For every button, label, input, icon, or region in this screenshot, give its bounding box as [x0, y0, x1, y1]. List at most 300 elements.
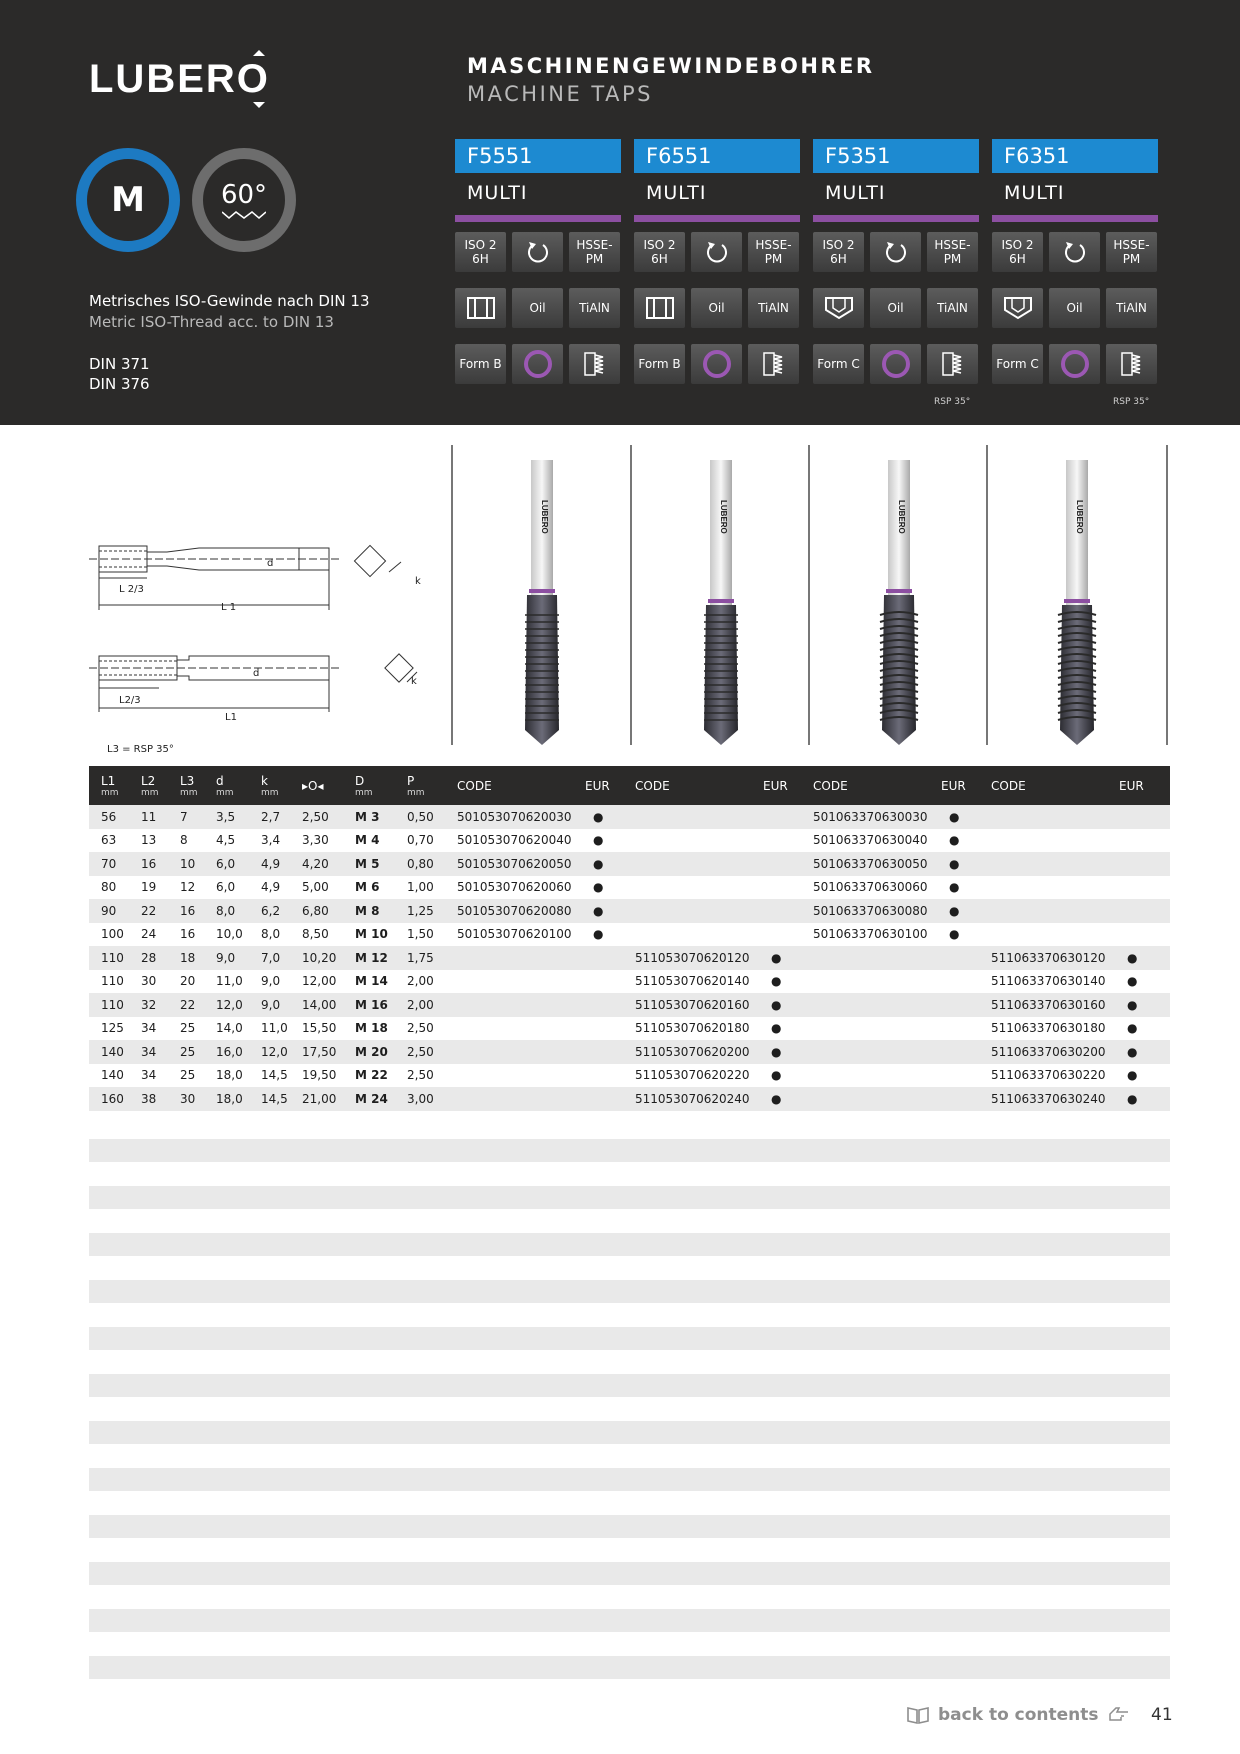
table-cell: 20	[180, 974, 196, 989]
table-cell: 63	[101, 833, 117, 848]
dim-k-label: k	[415, 576, 421, 587]
tolerance-icon: ISO 2 6H	[634, 232, 685, 272]
material-icon: HSSE- PM	[569, 232, 620, 272]
header-label: EUR	[941, 778, 966, 793]
table-cell: 501063370630060	[813, 880, 928, 895]
table-cell: ●	[1107, 1087, 1170, 1111]
product-code: F5551	[455, 139, 621, 173]
thread-desc-en: Metric ISO-Thread acc. to DIN 13	[89, 313, 334, 331]
table-row	[89, 923, 1170, 947]
table-cell: 10,0	[216, 927, 243, 942]
table-cell	[801, 1017, 929, 1041]
table-cell: 14,5	[249, 1087, 290, 1111]
table-cell: 2,50	[290, 805, 343, 829]
table-cell: 10	[168, 852, 204, 876]
rotation-icon	[691, 232, 742, 272]
table-cell: 140	[101, 1068, 124, 1083]
table-header-cell	[343, 766, 395, 805]
property-icons	[813, 232, 979, 384]
ring-icon	[1049, 344, 1100, 384]
header-label: D	[355, 773, 365, 788]
product-type: MULTI	[825, 182, 886, 204]
dim-l1-label: L 1	[221, 602, 237, 613]
table-cell: 6,0	[204, 852, 249, 876]
header-unit: mm	[407, 787, 425, 798]
table-cell: 4,9	[261, 880, 281, 895]
table-cell: 22	[129, 899, 168, 923]
header-label: L1	[101, 773, 116, 788]
table-header-cell	[751, 766, 801, 805]
table-header-cell	[395, 766, 445, 805]
product-code: F5351	[813, 139, 979, 173]
coating-icon: TiAlN	[748, 288, 799, 328]
table-cell: 19	[141, 880, 157, 895]
table-cell: 18	[168, 946, 204, 970]
empty-table-row	[89, 1468, 1170, 1491]
table-header-cell	[573, 766, 623, 805]
table-cell	[801, 993, 929, 1017]
product-type: MULTI	[1004, 182, 1065, 204]
table-row	[89, 993, 1170, 1017]
table-cell: 4,20	[290, 852, 343, 876]
l3-note: L3 = RSP 35°	[107, 744, 174, 755]
ring-icon	[512, 344, 563, 384]
table-cell: 140	[89, 1040, 129, 1064]
table-row	[89, 1064, 1170, 1088]
material-icon: HSSE- PM	[927, 232, 978, 272]
table-cell: 6,80	[290, 899, 343, 923]
table-cell: 0,70	[407, 833, 434, 848]
table-cell: 501053070620080	[445, 899, 573, 923]
table-cell: 2,50	[407, 1068, 434, 1083]
table-cell: 10,20	[290, 946, 343, 970]
coating-icon: TiAlN	[1106, 288, 1157, 328]
table-cell: 30	[168, 1087, 204, 1111]
table-header-cell	[204, 766, 249, 805]
header-label: EUR	[585, 778, 610, 793]
table-cell: 28	[129, 946, 168, 970]
table-cell: 2,50	[395, 1040, 445, 1064]
table-cell: ●	[593, 927, 604, 942]
table-cell	[929, 1087, 979, 1111]
table-cell: 8	[180, 833, 188, 848]
table-cell	[623, 876, 751, 900]
header-label: CODE	[457, 778, 492, 793]
table-cell: ●	[1107, 993, 1170, 1017]
lubricant-icon: Oil	[512, 288, 563, 328]
table-cell: ●	[751, 993, 801, 1017]
table-cell: 3,30	[302, 833, 329, 848]
table-cell: ●	[751, 1087, 801, 1111]
table-cell	[929, 946, 979, 970]
header-label: L3	[180, 773, 195, 788]
table-cell: ●	[929, 899, 979, 923]
product-column	[455, 139, 621, 384]
table-cell	[623, 899, 751, 923]
table-cell: 13	[141, 833, 157, 848]
thread-size-cell: M 14	[355, 974, 388, 989]
table-cell	[1107, 852, 1170, 876]
table-header-row	[89, 766, 1170, 805]
tool-brand-label: LUBERO	[897, 500, 906, 534]
table-cell: 9,0	[249, 993, 290, 1017]
property-icons	[455, 232, 621, 384]
empty-table-row	[89, 1609, 1170, 1632]
empty-table-row	[89, 1327, 1170, 1350]
table-cell: 4,5	[216, 833, 236, 848]
rotation-icon	[1049, 232, 1100, 272]
table-cell: 34	[129, 1040, 168, 1064]
table-cell: 501053070620040	[457, 833, 572, 848]
product-code: F6351	[992, 139, 1158, 173]
table-header-cell	[290, 766, 343, 805]
header-label: CODE	[635, 778, 670, 793]
table-cell: 0,50	[395, 805, 445, 829]
page-title-en: MACHINE TAPS	[467, 82, 653, 106]
table-cell: 32	[129, 993, 168, 1017]
table-cell	[573, 1040, 623, 1064]
dim-l23b-label: L2/3	[119, 695, 141, 706]
table-cell: ●	[929, 852, 979, 876]
table-cell: ●	[1127, 1021, 1138, 1036]
table-cell: 25	[180, 1021, 196, 1036]
pointing-hand-icon	[1107, 1706, 1129, 1724]
table-cell	[801, 1064, 929, 1088]
table-cell: 70	[89, 852, 129, 876]
tool-image	[451, 445, 631, 745]
table-cell	[1107, 876, 1170, 900]
table-cell: 1,25	[395, 899, 445, 923]
table-row	[89, 1087, 1170, 1111]
table-cell	[929, 970, 979, 994]
thread-icon	[1106, 344, 1157, 384]
table-cell: 30	[141, 974, 157, 989]
table-cell: 501053070620050	[445, 852, 573, 876]
thread-size-cell: M 6	[355, 880, 380, 895]
table-cell	[623, 829, 751, 853]
table-cell	[445, 993, 573, 1017]
material-icon: HSSE- PM	[748, 232, 799, 272]
tool-brand-label: LUBERO	[719, 500, 728, 534]
header-unit: mm	[101, 787, 119, 798]
table-cell: 511063370630120	[979, 946, 1107, 970]
table-header-cell	[89, 766, 129, 805]
table-cell: 511063370630240	[979, 1087, 1107, 1111]
purple-bar	[634, 215, 800, 222]
table-cell: 11,0	[216, 974, 243, 989]
table-cell	[979, 899, 1107, 923]
tool-image	[986, 445, 1168, 745]
table-cell: 1,75	[395, 946, 445, 970]
table-cell: ●	[1127, 1068, 1138, 1083]
thread-size-cell: M 4	[355, 833, 380, 848]
form-label-icon: Form B	[634, 344, 685, 384]
header-unit: mm	[261, 787, 279, 798]
table-cell: 7,0	[249, 946, 290, 970]
thread-size-cell: M 18	[355, 1021, 388, 1036]
table-cell: 511063370630160	[979, 993, 1107, 1017]
table-cell: 125	[101, 1021, 124, 1036]
back-to-contents-link[interactable]	[906, 1705, 1129, 1725]
table-header-cell	[168, 766, 204, 805]
table-cell	[929, 1064, 979, 1088]
table-cell: 2,00	[407, 974, 434, 989]
table-cell: ●	[751, 1040, 801, 1064]
product-column	[813, 139, 979, 407]
header-unit: mm	[355, 787, 373, 798]
table-header-cell	[129, 766, 168, 805]
table-cell: 4,9	[249, 852, 290, 876]
header-unit: mm	[180, 787, 198, 798]
table-cell	[751, 852, 801, 876]
table-cell	[573, 946, 623, 970]
header-label: d	[216, 773, 224, 788]
table-cell	[979, 805, 1107, 829]
rsp-note: RSP 35°	[1113, 397, 1150, 407]
technical-diagram	[89, 530, 449, 760]
brand-logo	[89, 50, 289, 110]
table-cell: ●	[949, 880, 960, 895]
table-row	[89, 899, 1170, 923]
dim-d2-label: d	[253, 668, 260, 679]
table-cell: ●	[949, 927, 960, 942]
table-cell: 501053070620060	[457, 880, 572, 895]
table-cell: ●	[573, 852, 623, 876]
table-cell: ●	[771, 1021, 782, 1036]
table-cell	[929, 1017, 979, 1041]
table-cell: 511053070620160	[623, 993, 751, 1017]
table-header-cell	[249, 766, 290, 805]
tool-brand-label: LUBERO	[540, 500, 549, 534]
table-cell: 511053070620140	[635, 974, 750, 989]
table-cell: 6,2	[249, 899, 290, 923]
product-column	[992, 139, 1158, 407]
header-unit: mm	[216, 787, 234, 798]
table-cell: 12,0	[249, 1040, 290, 1064]
standard-din-376: DIN 376	[89, 375, 150, 393]
table-cell: ●	[751, 946, 801, 970]
header-label: k	[261, 773, 268, 788]
table-cell	[1107, 923, 1170, 947]
back-to-contents-label: back to contents	[938, 1705, 1099, 1725]
tool-brand-label: LUBERO	[1075, 500, 1084, 534]
table-cell: 12	[180, 880, 196, 895]
table-header-cell	[623, 766, 751, 805]
header-label: CODE	[813, 778, 848, 793]
table-cell: 15,50	[302, 1021, 337, 1036]
empty-table-row	[89, 1374, 1170, 1397]
table-cell: 511063370630180	[991, 1021, 1106, 1036]
empty-table-row	[89, 1186, 1170, 1209]
table-cell: 501063370630030	[801, 805, 929, 829]
brand-name: LUBERO	[89, 57, 270, 101]
table-cell: 511053070620120	[623, 946, 751, 970]
table-cell: 501053070620100	[457, 927, 572, 942]
page-title-de: MASCHINENGEWINDEBOHRER	[467, 54, 875, 78]
table-cell: 5,00	[302, 880, 329, 895]
property-icons	[634, 232, 800, 384]
table-header-cell	[801, 766, 929, 805]
header-label: L2	[141, 773, 156, 788]
purple-bar	[813, 215, 979, 222]
thread-size-cell: M 16	[343, 993, 395, 1017]
table-cell: 511053070620180	[635, 1021, 750, 1036]
table-row	[89, 1040, 1170, 1064]
empty-table-row	[89, 1233, 1170, 1256]
header-label: EUR	[763, 778, 788, 793]
table-cell: ●	[771, 974, 782, 989]
dim-l23-label: L 2/3	[119, 584, 144, 595]
table-cell: 1,50	[407, 927, 434, 942]
table-cell: ●	[771, 1068, 782, 1083]
table-cell: 16	[180, 927, 196, 942]
table-cell: 110	[101, 974, 124, 989]
table-cell: 3,00	[395, 1087, 445, 1111]
table-cell: ●	[1127, 974, 1138, 989]
table-cell	[979, 923, 1107, 947]
product-type: MULTI	[467, 182, 528, 204]
rotation-icon	[870, 232, 921, 272]
shank-form-c-icon	[813, 288, 864, 328]
table-row	[89, 1017, 1170, 1041]
table-cell	[801, 1087, 929, 1111]
table-cell	[623, 923, 751, 947]
header-unit: mm	[141, 787, 159, 798]
table-cell: ●	[573, 899, 623, 923]
table-row	[89, 852, 1170, 876]
property-icons	[992, 232, 1158, 384]
table-cell	[751, 899, 801, 923]
table-cell: ●	[593, 833, 604, 848]
table-cell	[929, 993, 979, 1017]
page-number: 41	[1151, 1705, 1173, 1725]
table-cell: 511053070620220	[635, 1068, 750, 1083]
rotation-icon	[512, 232, 563, 272]
table-cell	[573, 993, 623, 1017]
product-code: F6551	[634, 139, 800, 173]
header-label: EUR	[1119, 778, 1144, 793]
table-cell: 6,0	[216, 880, 236, 895]
table-row	[89, 970, 1170, 994]
thread-size-cell: M 24	[343, 1087, 395, 1111]
table-cell: 12,0	[204, 993, 249, 1017]
table-cell: 14,0	[216, 1021, 243, 1036]
table-cell: 501063370630080	[801, 899, 929, 923]
table-cell	[445, 970, 573, 994]
header-label: CODE	[991, 778, 1026, 793]
product-column	[634, 139, 800, 384]
shank-form-c-icon	[992, 288, 1043, 328]
table-cell: 18,0	[204, 1087, 249, 1111]
header-label: ▸O◂	[302, 778, 324, 793]
empty-table-row	[89, 1656, 1170, 1679]
table-cell: ●	[1107, 1040, 1170, 1064]
table-cell	[1107, 899, 1170, 923]
table-cell: 1,00	[407, 880, 434, 895]
table-cell: 2,50	[407, 1021, 434, 1036]
table-cell: 25	[168, 1040, 204, 1064]
table-cell: ●	[1107, 946, 1170, 970]
table-cell: 3,4	[261, 833, 281, 848]
table-cell	[445, 946, 573, 970]
thread-size-cell: M 5	[343, 852, 395, 876]
table-cell: 12,00	[302, 974, 337, 989]
thread-wave-icon	[222, 210, 266, 220]
product-type: MULTI	[646, 182, 707, 204]
coating-icon: TiAlN	[569, 288, 620, 328]
table-cell: 0,80	[395, 852, 445, 876]
table-row	[89, 805, 1170, 829]
tool-image	[630, 445, 810, 745]
table-cell: ●	[949, 833, 960, 848]
thread-size-cell: M 3	[343, 805, 395, 829]
table-cell: 14,5	[261, 1068, 288, 1083]
lubricant-icon: Oil	[691, 288, 742, 328]
lubricant-icon: Oil	[870, 288, 921, 328]
table-cell	[801, 970, 929, 994]
table-cell	[751, 876, 801, 900]
standard-din-371: DIN 371	[89, 355, 150, 373]
table-row	[89, 829, 1170, 853]
table-cell	[445, 1087, 573, 1111]
tool-image	[808, 445, 988, 745]
dim-l1b-label: L1	[225, 712, 237, 723]
thread-size-cell: M 12	[343, 946, 395, 970]
table-cell	[573, 1017, 623, 1041]
table-cell: 501063370630050	[801, 852, 929, 876]
ring-icon	[870, 344, 921, 384]
purple-bar	[992, 215, 1158, 222]
table-cell: 100	[101, 927, 124, 942]
table-cell: 3,5	[204, 805, 249, 829]
dim-d-label: d	[267, 558, 274, 569]
thread-icon	[927, 344, 978, 384]
book-icon	[906, 1705, 930, 1725]
empty-table-row	[89, 1515, 1170, 1538]
table-cell: 110	[89, 946, 129, 970]
table-cell	[801, 946, 929, 970]
product-table	[89, 766, 1170, 1111]
table-cell	[1107, 805, 1170, 829]
table-cell: 2,7	[249, 805, 290, 829]
thread-letter: M	[111, 180, 145, 220]
table-cell: 14,00	[290, 993, 343, 1017]
table-cell	[751, 805, 801, 829]
thread-desc-de: Metrisches ISO-Gewinde nach DIN 13	[89, 292, 370, 310]
thread-angle-badge	[192, 148, 296, 252]
table-cell: 16	[168, 899, 204, 923]
empty-table-row	[89, 1421, 1170, 1444]
table-cell	[801, 1040, 929, 1064]
table-cell: 38	[129, 1087, 168, 1111]
empty-table-row	[89, 1280, 1170, 1303]
table-cell	[573, 1064, 623, 1088]
table-cell: 24	[141, 927, 157, 942]
rsp-note: RSP 35°	[934, 397, 971, 407]
table-cell	[979, 876, 1107, 900]
table-cell: 34	[141, 1021, 157, 1036]
table-cell: 11	[129, 805, 168, 829]
table-cell	[979, 852, 1107, 876]
header-label: P	[407, 773, 415, 788]
thread-size-cell: M 10	[355, 927, 388, 942]
table-cell: 56	[89, 805, 129, 829]
thread-icon	[748, 344, 799, 384]
thread-size-cell: M 20	[343, 1040, 395, 1064]
table-cell: 22	[168, 993, 204, 1017]
table-cell: 501063370630100	[813, 927, 928, 942]
table-cell: 34	[141, 1068, 157, 1083]
